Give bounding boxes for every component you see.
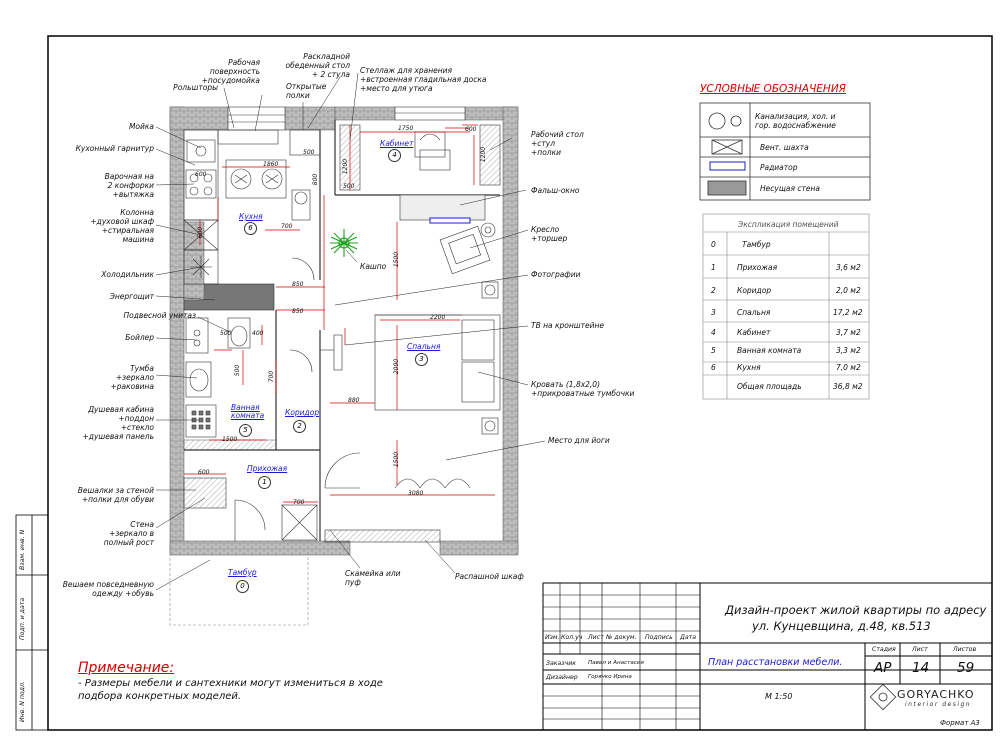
label-yoga: Место для йоги — [548, 436, 610, 445]
dim-700a: 700 — [281, 223, 293, 230]
label-panel: Энергощит — [109, 292, 154, 301]
side-stamp-sign: Подп. и дата — [19, 597, 26, 640]
tb-designer-value: Горячко Ирина — [588, 674, 632, 680]
project-title-line2: ул. Кунцевщина, д.48, кв.513 — [752, 619, 931, 633]
label-rack: Стеллаж для хранения +встроенная гладильная доска +место для утюга — [360, 66, 487, 93]
label-toilet: Подвесной унитаз — [123, 311, 196, 320]
expl-num-6: 6 — [711, 363, 716, 372]
dim-700b: 700 — [293, 499, 305, 506]
label-shower: Душевая кабина +поддон +стекло +душевая панель — [82, 405, 154, 441]
dim-850a: 850 — [292, 281, 304, 288]
tb-client-label: Заказчик — [546, 660, 576, 667]
expl-name-total: Общая площадь — [737, 382, 802, 391]
stage-value: АР — [874, 660, 892, 676]
tb-designer-label: Дизайнер — [546, 674, 578, 681]
label-armchair: Кресло +торшер — [531, 225, 568, 243]
room-number-hall: 1 — [258, 476, 271, 489]
note-text: - Размеры мебели и сантехники могут измениться в ходе подбора конкретных моделей. — [78, 678, 383, 702]
room-bedroom: Спальня — [407, 342, 441, 351]
dim-600b: 600 — [195, 171, 207, 178]
legend-item-plumbing: Канализация, хол. и гор. водоснабжение — [755, 112, 836, 130]
room-study: Кабинет — [380, 139, 414, 148]
tb-client-value: Павел и Анастасия — [588, 660, 644, 666]
label-sink: Мойка — [128, 122, 154, 131]
expl-name-1: Прихожая — [737, 263, 778, 272]
dim-800: 800 — [312, 173, 320, 186]
label-roller-blinds: Рольшторы — [173, 83, 218, 92]
sheets-label: Листов — [953, 646, 977, 653]
label-tv: ТВ на кронштейне — [531, 321, 605, 330]
label-fridge: Холодильник — [101, 270, 154, 279]
scale: М 1:50 — [765, 692, 793, 701]
expl-name-6: Кухня — [737, 363, 761, 372]
dim-1750: 1750 — [398, 125, 414, 132]
sheet-value: 14 — [912, 660, 930, 676]
label-column: Колонна +духовой шкаф +стиральная машина — [90, 208, 154, 244]
dim-1200: 1200 — [480, 146, 488, 163]
living-furniture — [330, 223, 498, 298]
dim-1500c: 1500 — [222, 436, 238, 443]
expl-num-0: 0 — [711, 240, 716, 249]
label-photos: Фотографии — [531, 270, 581, 279]
expl-name-3: Спальня — [737, 308, 771, 317]
legend-item-radiator: Радиатор — [760, 163, 798, 172]
company-logo-icon — [870, 684, 895, 709]
label-boiler: Бойлер — [125, 333, 154, 342]
format-label: Формат А3 — [940, 719, 980, 727]
dim-850b: 850 — [292, 308, 304, 315]
expl-area-2: 2,0 м2 — [836, 286, 861, 295]
expl-name-5: Ванная комната — [737, 346, 802, 355]
dim-500d: 500 — [234, 364, 242, 377]
dim-1860: 1860 — [263, 161, 279, 168]
company-name: GORYACHKO — [897, 688, 975, 701]
room-number-corridor: 2 — [293, 420, 306, 433]
label-open-shelves: Открытые полки — [286, 82, 327, 100]
note-title: Примечание: — [78, 660, 175, 676]
label-hob: Варочная на 2 конфорки +вытяжка — [104, 172, 154, 199]
tb-header-date: Дата — [680, 634, 697, 641]
dim-500c: 500 — [220, 330, 232, 337]
label-wardrobe: Распашной шкаф — [455, 572, 524, 581]
expl-area-6: 7,0 м2 — [836, 363, 861, 372]
sheet-label: Лист — [912, 646, 928, 653]
expl-num-4: 4 — [711, 328, 716, 337]
company-subtitle: interior design — [905, 701, 972, 708]
label-vanity: Тумба +зеркало +раковина — [110, 364, 154, 391]
room-number-bath: 5 — [239, 424, 252, 437]
tb-header-sign: Подпись — [645, 634, 673, 641]
tb-header-izm: Изм. — [545, 634, 560, 641]
side-stamp-replace: Взам. инв. N — [19, 529, 26, 570]
sheet-title: План расстановки мебели. — [708, 657, 843, 668]
dim-1500a: 1500 — [393, 251, 401, 268]
dim-600d: 600 — [197, 226, 205, 239]
label-daily-clothes: Вешаем повседневную одежду +обувь — [62, 580, 154, 598]
tb-header-list: Лист — [588, 634, 604, 641]
legend-title: УСЛОВНЫЕ ОБОЗНАЧЕНИЯ — [700, 83, 846, 95]
label-bench: Скамейка или пуф — [345, 569, 401, 587]
dim-1200b: 1200 — [342, 158, 350, 175]
expl-area-3: 17,2 м2 — [833, 308, 863, 317]
expl-num-2: 2 — [711, 286, 716, 295]
room-number-kitchen: 6 — [244, 222, 257, 235]
expl-num-5: 5 — [711, 346, 716, 355]
dim-3080: 3080 — [408, 490, 424, 497]
sheets-value: 59 — [957, 660, 975, 676]
dim-1500b: 1500 — [393, 451, 401, 468]
tb-header-doc: № докум. — [606, 634, 637, 641]
dim-880: 880 — [348, 397, 360, 404]
label-mirror-wall: Стена +зеркало в полный рост — [103, 520, 154, 547]
dim-600c: 600 — [198, 469, 210, 476]
expl-name-4: Кабинет — [737, 328, 771, 337]
project-title-line1: Дизайн-проект жилой квартиры по адресу — [725, 603, 987, 617]
label-hangers: Вешалки за стеной +полки для обуви — [77, 486, 154, 504]
expl-name-0: Тамбур — [742, 240, 771, 249]
expl-name-2: Коридор — [737, 286, 772, 295]
dim-2200: 2200 — [430, 314, 446, 321]
explication-title: Экспликация помещений — [738, 220, 839, 229]
legend-item-vent: Вент. шахта — [760, 143, 809, 152]
room-bath: Ванная комната — [231, 403, 265, 420]
room-number-vestibule: 0 — [236, 580, 249, 593]
planter-icon — [330, 229, 358, 257]
label-desk: Рабочий стол +стул +полки — [531, 130, 584, 157]
dim-2000: 2000 — [393, 358, 401, 375]
expl-area-total: 36,8 м2 — [833, 382, 863, 391]
room-number-study: 4 — [388, 149, 401, 162]
kitchen-furniture — [184, 130, 320, 284]
label-false-window: Фальш-окно — [531, 186, 580, 195]
room-vestibule: Тамбур — [228, 568, 257, 577]
dim-500b: 500 — [343, 183, 355, 190]
study-furniture — [340, 125, 500, 223]
dim-400: 400 — [252, 330, 264, 337]
expl-area-4: 3,7 м2 — [836, 328, 861, 337]
room-hall: Прихожая — [247, 464, 288, 473]
expl-area-5: 3,3 м2 — [836, 346, 861, 355]
side-stamp-inv: Инв. N подл. — [19, 681, 26, 722]
label-dining-table: Раскладной обеденный стол + 2 стула — [285, 52, 350, 79]
label-work-surface: Рабочая поверхность +посудомойка — [201, 58, 260, 85]
dim-500a: 500 — [303, 149, 315, 156]
expl-num-1: 1 — [711, 263, 716, 272]
tb-header-kolych: Кол.уч — [561, 634, 583, 641]
room-kitchen: Кухня — [239, 212, 263, 221]
expl-num-3: 3 — [711, 308, 716, 317]
label-bed: Кровать (1,8х2,0) +прикроватные тумбочки — [531, 380, 635, 398]
label-kitchen-set: Кухонный гарнитур — [75, 144, 154, 153]
stage-label: Стадия — [872, 646, 896, 653]
label-planter: Кашпо — [360, 262, 387, 271]
room-corridor: Коридор — [285, 408, 320, 417]
dim-600a: 600 — [465, 126, 477, 133]
dim-700c: 700 — [268, 370, 276, 383]
legend-item-wall: Несущая стена — [760, 184, 820, 193]
expl-area-1: 3,6 м2 — [836, 263, 861, 272]
room-number-bedroom: 3 — [415, 353, 428, 366]
